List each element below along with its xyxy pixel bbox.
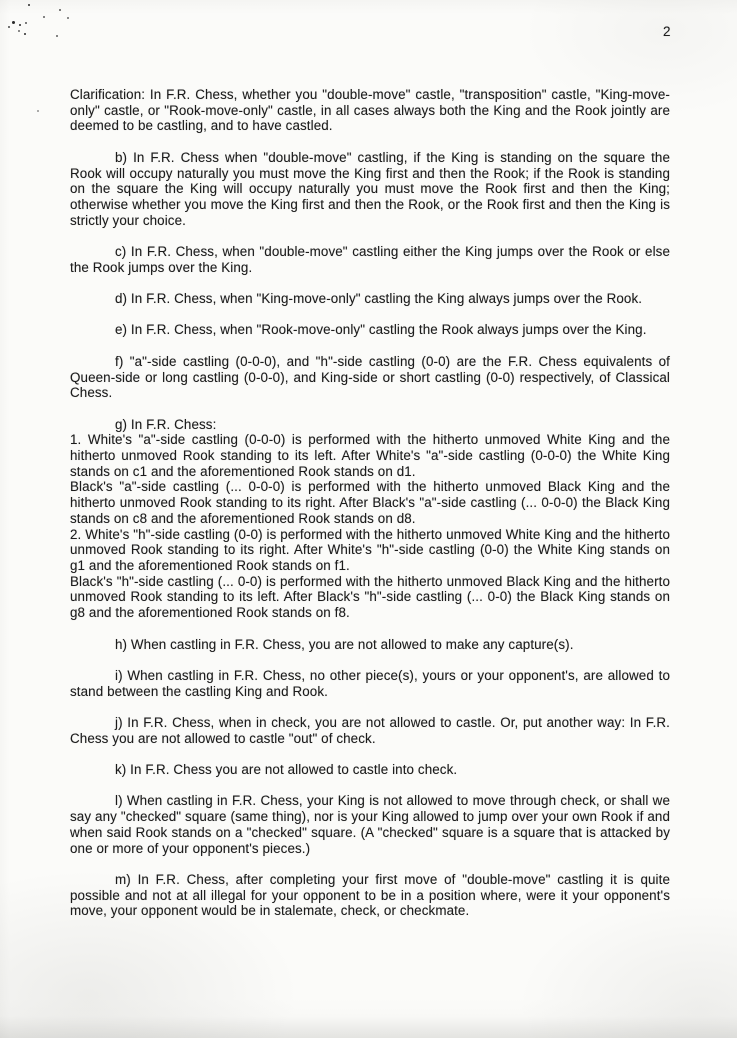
paragraph-item-f: f) "a"-side castling (0-0-0), and "h"-side castling (0-0) are the F.R. Chess equivalents of Queen-side or long castling (0-0-0), and King-side or short castling (0-0) respectively, of Classical Chess.	[70, 353, 670, 401]
paragraph-item-c: c) In F.R. Chess, when "double-move" castling either the King jumps over the Rook or else the Rook jumps over the King.	[70, 244, 670, 275]
paragraph-clarification: Clarification: In F.R. Chess, whether you "double-move" castle, "transposition" castle, "King-move-only" castle, or "Rook-move-only" castle, in all cases always both the King and the Rook jointly are deemed to be castling, and to have castled.	[70, 87, 670, 134]
scan-speckle	[56, 35, 58, 37]
scan-speckle	[19, 24, 21, 26]
scan-speckle	[18, 30, 20, 32]
paragraph-item-d: d) In F.R. Chess, when "King-move-only" castling the King always jumps over the Rook.	[115, 291, 643, 307]
paragraph-item-g-1-white: 1. White's "a"-side castling (0-0-0) is performed with the hitherto unmoved White King and the hitherto unmoved Rook standing to its left. After White's "a"-side castling (0-0-0) the White King stands on c1 and the aforementioned Rook stands on d1.	[70, 432, 670, 479]
paragraph-item-g-2-black: Black's "h"-side castling (... 0-0) is performed with the hitherto unmoved Black King and the hitherto unmoved Rook standing to its left. After Black's "h"-side castling (... 0-0) the Black King stands on g8 and the aforementioned Rook stands on f8.	[70, 573, 670, 621]
scan-speckle	[8, 26, 10, 28]
scan-speckle	[43, 16, 45, 18]
scan-speckle	[28, 4, 30, 6]
scan-speckle	[25, 22, 27, 24]
paragraph-item-h: h) When castling in F.R. Chess, you are not allowed to make any capture(s).	[115, 636, 574, 652]
paragraph-item-b: b) In F.R. Chess when "double-move" castling, if the King is standing on the square the Rook will occupy naturally you must move the King first and then the Rook; if the Rook is standing on the square the King will occupy naturally you must move the Rook first and then the King; otherwise whether you move the King first and then the Rook, or the Rook first and then the King is strictly your choice.	[70, 149, 670, 228]
scan-speckle	[67, 17, 69, 19]
scan-speckle	[59, 9, 61, 11]
paragraph-item-g-header: g) In F.R. Chess:	[115, 416, 217, 432]
paragraph-item-l: l) When castling in F.R. Chess, your King is not allowed to move through check, or shall we say any "checked" square (same thing), nor is your King allowed to jump over your own Rook if and when said Rook stands on a "checked" square. (A "checked" square is a square that is attacked by one or more of your opponent's pieces.)	[70, 793, 670, 856]
paragraph-item-i: i) When castling in F.R. Chess, no other piece(s), yours or your opponent's, are allowed to stand between the castling King and Rook.	[70, 667, 670, 699]
page-number: 2	[663, 24, 671, 39]
paragraph-item-m: m) In F.R. Chess, after completing your first move of "double-move" castling it is quite possible and not at all illegal for your opponent to be in a position where, were it your opponent's move, your opponent would be in stalemate, check, or checkmate.	[70, 871, 670, 919]
paragraph-item-g-2-white: 2. White's "h"-side castling (0-0) is performed with the hitherto unmoved White King and the hitherto unmoved Rook standing to its right. After White's "h"-side castling (0-0) the White King stands on g1 and the aforementioned Rook stands on f1.	[70, 526, 670, 573]
paragraph-item-j: j) In F.R. Chess, when in check, you are not allowed to castle. Or, put another way: In F.R. Chess you are not allowed to castle "out" of check.	[70, 714, 670, 746]
scan-speckle	[37, 110, 39, 112]
paragraph-item-e: e) In F.R. Chess, when "Rook-move-only" castling the Rook always jumps over the King.	[115, 322, 647, 338]
document-body	[70, 87, 670, 935]
paragraph-item-k: k) In F.R. Chess you are not allowed to castle into check.	[115, 762, 458, 778]
scan-speckle	[12, 21, 15, 24]
scan-speckle	[24, 33, 26, 35]
paragraph-item-g-1-black: Black's "a"-side castling (... 0-0-0) is performed with the hitherto unmoved Black King and the hitherto unmoved Rook standing to its right. After Black's "a"-side castling (... 0-0-0) the Black King stands on c8 and the aforementioned Rook stands on d8.	[70, 479, 670, 526]
